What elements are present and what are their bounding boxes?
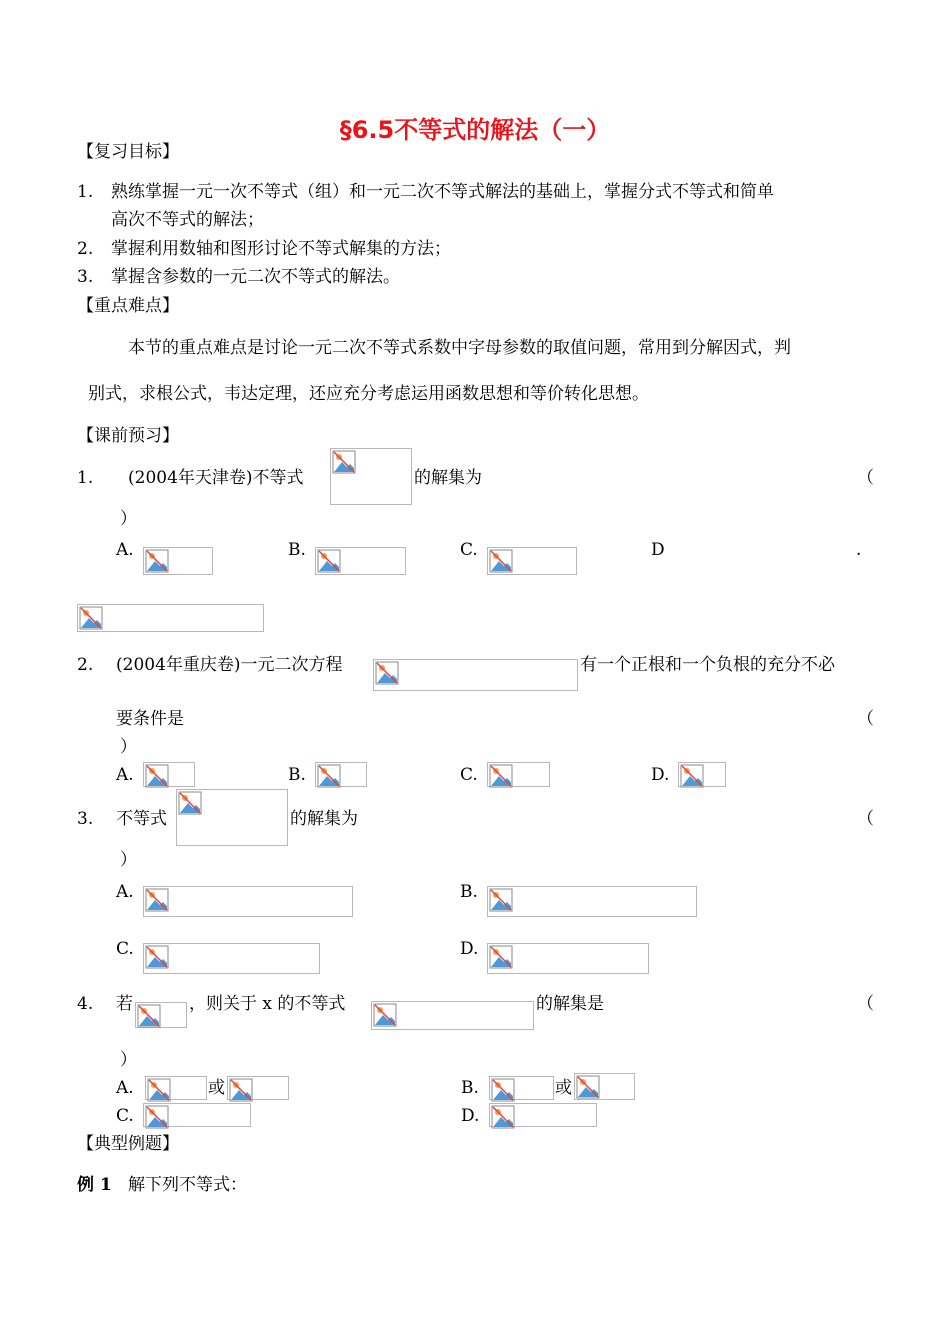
key-paragraph-line-2: 别式，求根公式，韦达定理，还应充分考虑运用函数思想和等价转化思想。 bbox=[88, 384, 649, 404]
q3-option-d-label: D. bbox=[460, 939, 479, 959]
q4-number: 4. bbox=[77, 994, 94, 1014]
goal-1-number: 1. bbox=[77, 182, 94, 202]
q1-close-paren: ） bbox=[120, 509, 137, 529]
q1-option-a-label: A. bbox=[116, 540, 134, 560]
broken-image-icon bbox=[145, 945, 169, 969]
q2-option-c-label: C. bbox=[460, 765, 478, 785]
q4-suffix: 的解集是 bbox=[536, 994, 604, 1014]
q1-option-d-dot: . bbox=[856, 540, 862, 560]
goal-3-number: 3. bbox=[77, 267, 94, 287]
q2-open-paren: （ bbox=[857, 709, 874, 729]
formula-image bbox=[678, 762, 726, 787]
q2-option-a-label: A. bbox=[116, 765, 134, 785]
key-paragraph-line-1: 本节的重点难点是讨论一元二次不等式系数中字母参数的取值问题，常用到分解因式，判 bbox=[128, 338, 791, 358]
q3-prefix: 不等式 bbox=[116, 809, 167, 829]
formula-image bbox=[145, 1076, 207, 1100]
q2-prefix: (2004年重庆卷)一元二次方程 bbox=[116, 655, 343, 675]
q2-suffix: 有一个正根和一个负根的充分不必 bbox=[580, 655, 835, 675]
q2-number: 2. bbox=[77, 655, 94, 675]
broken-image-icon bbox=[137, 1004, 161, 1028]
q1-prefix: (2004年天津卷)不等式 bbox=[128, 468, 304, 488]
q4-option-d-label: D. bbox=[461, 1106, 480, 1126]
q2-option-b-label: B. bbox=[288, 765, 306, 785]
goal-3-text: 掌握含参数的一元二次不等式的解法。 bbox=[111, 267, 400, 287]
q1-number: 1. bbox=[77, 468, 94, 488]
q3-option-c-label: C. bbox=[116, 939, 134, 959]
q3-option-a-label: A. bbox=[116, 882, 134, 902]
formula-image bbox=[487, 886, 697, 917]
q4-option-b-label: B. bbox=[461, 1078, 479, 1098]
broken-image-icon bbox=[489, 945, 513, 969]
q2-line-2: 要条件是 bbox=[116, 709, 184, 729]
formula-image bbox=[143, 886, 353, 917]
broken-image-icon bbox=[375, 661, 399, 685]
broken-image-icon bbox=[145, 549, 169, 573]
formula-image bbox=[176, 789, 288, 846]
broken-image-icon bbox=[491, 1105, 515, 1129]
formula-image bbox=[135, 1002, 187, 1028]
formula-image bbox=[143, 547, 213, 575]
broken-image-icon bbox=[147, 1078, 171, 1102]
formula-image bbox=[143, 943, 320, 974]
q3-suffix: 的解集为 bbox=[290, 809, 358, 829]
q4-open-paren: （ bbox=[857, 994, 874, 1014]
formula-image bbox=[315, 547, 406, 575]
example-1-text: 解下列不等式： bbox=[128, 1175, 247, 1195]
q1-open-paren: （ bbox=[857, 468, 874, 488]
page-title: §6.5不等式的解法（一） bbox=[339, 116, 611, 144]
broken-image-icon bbox=[145, 1105, 169, 1129]
section-review-goals: 【复习目标】 bbox=[77, 142, 179, 162]
broken-image-icon bbox=[491, 1078, 515, 1102]
goal-1-continuation: 高次不等式的解法； bbox=[111, 210, 264, 230]
formula-image bbox=[489, 1103, 597, 1127]
broken-image-icon bbox=[79, 606, 103, 630]
broken-image-icon bbox=[576, 1075, 600, 1099]
q1-option-c-label: C. bbox=[460, 540, 478, 560]
q2-option-d-label: D. bbox=[651, 765, 670, 785]
broken-image-icon bbox=[317, 549, 341, 573]
section-preview: 【课前预习】 bbox=[77, 426, 179, 446]
q4-close-paren: ） bbox=[120, 1050, 137, 1070]
q3-open-paren: （ bbox=[857, 809, 874, 829]
q3-close-paren: ） bbox=[120, 850, 137, 870]
formula-image bbox=[315, 762, 367, 787]
section-key-points: 【重点难点】 bbox=[77, 296, 179, 316]
broken-image-icon bbox=[373, 1003, 397, 1027]
formula-image bbox=[143, 1103, 251, 1127]
broken-image-icon bbox=[317, 764, 341, 788]
formula-image bbox=[227, 1076, 289, 1100]
q4-middle: ，则关于 x 的不等式 bbox=[189, 994, 346, 1014]
broken-image-icon bbox=[489, 549, 513, 573]
goal-2-text: 掌握利用数轴和图形讨论不等式解集的方法； bbox=[111, 239, 451, 259]
example-1-label: 例 1 bbox=[77, 1175, 112, 1195]
q4-option-c-label: C. bbox=[116, 1106, 134, 1126]
broken-image-icon bbox=[178, 791, 202, 815]
q1-option-d-label: D bbox=[651, 540, 665, 560]
formula-image bbox=[487, 762, 550, 787]
broken-image-icon bbox=[145, 764, 169, 788]
section-examples: 【典型例题】 bbox=[77, 1134, 179, 1154]
q3-option-b-label: B. bbox=[460, 882, 478, 902]
formula-image bbox=[489, 1076, 554, 1100]
q4-option-a-or: 或 bbox=[208, 1078, 225, 1098]
formula-image bbox=[371, 1001, 534, 1030]
broken-image-icon bbox=[229, 1078, 253, 1102]
formula-image bbox=[143, 762, 195, 787]
q1-suffix: 的解集为 bbox=[414, 468, 482, 488]
broken-image-icon bbox=[332, 450, 356, 474]
broken-image-icon bbox=[145, 888, 169, 912]
q1-option-b-label: B. bbox=[288, 540, 306, 560]
q4-option-b-or: 或 bbox=[555, 1078, 572, 1098]
formula-image bbox=[574, 1073, 635, 1100]
formula-image bbox=[77, 604, 264, 632]
q2-close-paren: ） bbox=[120, 737, 137, 757]
q3-number: 3. bbox=[77, 809, 94, 829]
q4-prefix: 若 bbox=[116, 994, 133, 1014]
formula-image bbox=[487, 547, 577, 575]
broken-image-icon bbox=[489, 764, 513, 788]
goal-1-text: 熟练掌握一元一次不等式（组）和一元二次不等式解法的基础上，掌握分式不等式和简单 bbox=[111, 182, 774, 202]
broken-image-icon bbox=[489, 888, 513, 912]
goal-2-number: 2. bbox=[77, 239, 94, 259]
broken-image-icon bbox=[680, 764, 704, 788]
q4-option-a-label: A. bbox=[116, 1078, 134, 1098]
formula-image bbox=[373, 659, 578, 691]
formula-image bbox=[487, 943, 649, 974]
formula-image bbox=[330, 448, 412, 505]
